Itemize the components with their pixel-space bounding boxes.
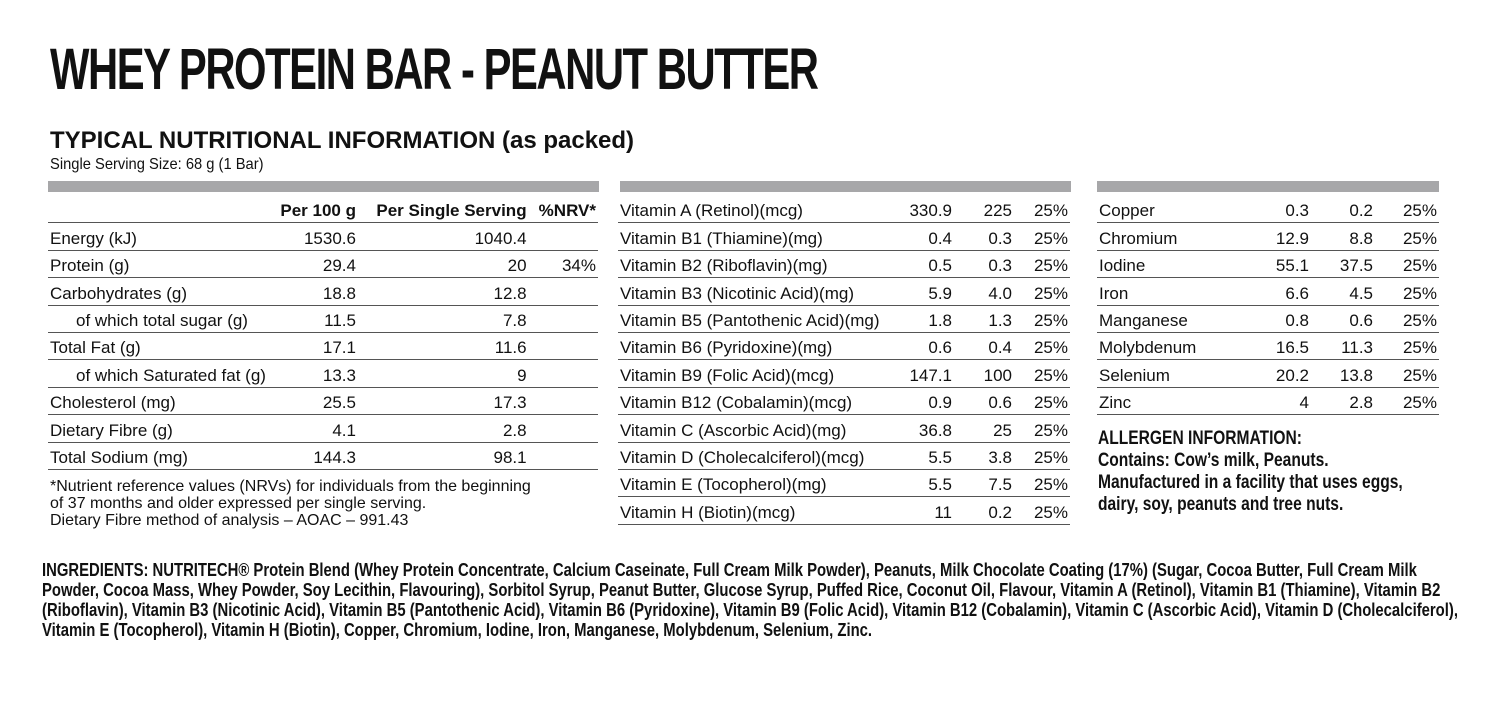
- table-row: [1097, 305, 1439, 332]
- table-row: [48, 442, 598, 469]
- table-row: [618, 469, 1070, 496]
- nutrient-value: 36.8: [898, 415, 954, 442]
- nutrient-value: 25%: [1375, 305, 1439, 332]
- nutrient-value: 8.8: [1311, 223, 1375, 250]
- nutrient-value: 17.3: [358, 387, 529, 414]
- nutrient-name: Dietary Fibre (g): [48, 415, 268, 442]
- nutrient-value: 25%: [1375, 360, 1439, 387]
- nutrient-value: 1530.6: [268, 223, 358, 250]
- nutrient-value: 25%: [1014, 250, 1070, 277]
- nutrient-name: of which total sugar (g): [48, 305, 268, 332]
- table-row: [618, 360, 1070, 387]
- allergen-line: Manufactured in a facility that uses eggs,: [1098, 472, 1403, 493]
- nutrition-subtitle: TYPICAL NUTRITIONAL INFORMATION (as packed): [50, 127, 635, 154]
- nutrient-value: 11: [898, 497, 954, 524]
- nutrient-name: Vitamin B5 (Pantothenic Acid)(mg): [618, 305, 898, 332]
- nutrient-value: 144.3: [268, 442, 358, 469]
- allergen-line: Contains: Cow’s milk, Peanuts.: [1098, 450, 1329, 471]
- nutrient-value: 12.9: [1247, 223, 1311, 250]
- nutrient-name: Vitamin B9 (Folic Acid)(mcg): [618, 360, 898, 387]
- table-row: [48, 223, 598, 250]
- nutrient-value: 13.3: [268, 360, 358, 387]
- nutrient-value: 25%: [1375, 278, 1439, 305]
- table-header-bar: [620, 181, 1071, 192]
- nutrient-value: 0.3: [954, 250, 1014, 277]
- nutrient-value: 0.6: [898, 332, 954, 359]
- nutrient-value: 17.1: [268, 332, 358, 359]
- table-row: [618, 223, 1070, 250]
- nutrient-value: [529, 305, 598, 332]
- table-row: [618, 415, 1070, 442]
- nutrient-value: 25%: [1014, 196, 1070, 223]
- nutrient-name: Vitamin B3 (Nicotinic Acid)(mg): [618, 278, 898, 305]
- table-row: [618, 332, 1070, 359]
- table-row: [48, 250, 598, 277]
- nutrient-value: 29.4: [268, 250, 358, 277]
- nutrient-name: Vitamin B12 (Cobalamin)(mcg): [618, 387, 898, 414]
- nutrient-value: 0.3: [1247, 196, 1311, 223]
- nutrient-value: 18.8: [268, 278, 358, 305]
- nutrient-value: 34%: [529, 250, 598, 277]
- nutrient-name: Vitamin E (Tocopherol)(mg): [618, 469, 898, 496]
- nutrient-value: 1.8: [898, 305, 954, 332]
- nutrient-value: 25%: [1014, 223, 1070, 250]
- nutrient-name: Iron: [1097, 278, 1247, 305]
- nutrient-name: Selenium: [1097, 360, 1247, 387]
- nutrient-name: Iodine: [1097, 250, 1247, 277]
- nutrient-value: 55.1: [1247, 250, 1311, 277]
- nutrient-value: 11.6: [358, 332, 529, 359]
- nutrient-value: 25%: [1014, 442, 1070, 469]
- nutrient-name: Vitamin C (Ascorbic Acid)(mg): [618, 415, 898, 442]
- nutrient-value: 225: [954, 196, 1014, 223]
- nutrient-value: 3.8: [954, 442, 1014, 469]
- nutrient-value: 7.8: [358, 305, 529, 332]
- nutrient-value: 7.5: [954, 469, 1014, 496]
- nutrient-value: 6.6: [1247, 278, 1311, 305]
- nutrient-value: 25%: [1014, 360, 1070, 387]
- table-row: [48, 332, 598, 359]
- nutrient-value: 0.6: [1311, 305, 1375, 332]
- nutrient-value: 4: [1247, 387, 1311, 414]
- table-row: [618, 497, 1070, 524]
- nutrient-value: 25%: [1375, 332, 1439, 359]
- nutrient-value: 25%: [1014, 497, 1070, 524]
- ingredients-list: INGREDIENTS: NUTRITECH® Protein Blend (Whey Protein Concentrate, Calcium Caseinate, Full Cream Milk Powder), Peanuts, Milk Chocolate Coating (17%) (Sugar, Cocoa Butter, Full Cream Milk Powder, Cocoa Mass, Whey Powder, Soy Lecithin, Flavouring), Sorbitol Syrup, Peanut Butter, Glucose Syrup, Puffed Rice, Coconut Oil, Flavour, Vitamin A (Retinol), Vitamin B1 (Thiamine), Vitamin B2 (Riboflavin), Vitamin B3 (Nicotinic Acid), Vitamin B5 (Pantothenic Acid), Vitamin B6 (Pyridoxine), Vitamin B9 (Folic Acid), Vitamin B12 (Cobalamin), Vitamin C (Ascorbic Acid), Vitamin D (Cholecalciferol), Vitamin E (Tocopherol), Vitamin H (Biotin), Copper, Chromium, Iodine, Iron, Manganese, Molybdenum, Selenium, Zinc.: [42, 560, 1458, 640]
- nutrient-value: [529, 223, 598, 250]
- table-row: [618, 387, 1070, 414]
- nutrient-name: Vitamin H (Biotin)(mcg): [618, 497, 898, 524]
- nutrient-value: 25: [954, 415, 1014, 442]
- table-row: [618, 305, 1070, 332]
- header-cell: [48, 196, 268, 223]
- table-row: [618, 196, 1070, 223]
- nutrient-name: Cholesterol (mg): [48, 387, 268, 414]
- nutrient-name: Molybdenum: [1097, 332, 1247, 359]
- nutrient-value: 1.3: [954, 305, 1014, 332]
- nutrient-value: 0.2: [954, 497, 1014, 524]
- page-title: WHEY PROTEIN BAR - PEANUT BUTTER: [50, 37, 818, 102]
- nutrient-value: 37.5: [1311, 250, 1375, 277]
- nutrient-value: 11.5: [268, 305, 358, 332]
- nutrient-value: [529, 442, 598, 469]
- nutrient-value: 9: [358, 360, 529, 387]
- table-row: [618, 278, 1070, 305]
- header-cell: %NRV*: [529, 196, 598, 223]
- footnote-line: Dietary Fibre method of analysis – AOAC – 991.43: [50, 512, 409, 529]
- nrv-footnote: [50, 478, 650, 529]
- nutrient-value: [529, 415, 598, 442]
- nutrient-value: 25%: [1014, 415, 1070, 442]
- nutrient-name: Protein (g): [48, 250, 268, 277]
- table-row: [1097, 250, 1439, 277]
- nutrient-value: 16.5: [1247, 332, 1311, 359]
- nutrient-value: 100: [954, 360, 1014, 387]
- nutrient-value: [529, 387, 598, 414]
- nutrient-value: 25%: [1375, 387, 1439, 414]
- nutrient-name: Total Sodium (mg): [48, 442, 268, 469]
- header-cell: Per 100 g: [268, 196, 358, 223]
- allergen-heading: ALLERGEN INFORMATION:: [1098, 428, 1302, 449]
- nutrient-value: 20.2: [1247, 360, 1311, 387]
- nutrient-name: Vitamin D (Cholecalciferol)(mcg): [618, 442, 898, 469]
- nutrient-value: 0.9: [898, 387, 954, 414]
- nutrient-value: 2.8: [358, 415, 529, 442]
- nutrient-value: 0.4: [898, 223, 954, 250]
- nutrient-name: Total Fat (g): [48, 332, 268, 359]
- table-row: [48, 415, 598, 442]
- nutrient-value: 20: [358, 250, 529, 277]
- table-row: [1097, 360, 1439, 387]
- table-row: [618, 250, 1070, 277]
- nutrient-value: 0.4: [954, 332, 1014, 359]
- nutrient-value: [529, 278, 598, 305]
- minerals-table: [1097, 196, 1439, 415]
- nutrient-value: 5.5: [898, 442, 954, 469]
- nutrient-value: 25.5: [268, 387, 358, 414]
- nutrient-value: 0.5: [898, 250, 954, 277]
- nutrient-name: Vitamin B2 (Riboflavin)(mg): [618, 250, 898, 277]
- nutrient-value: 1040.4: [358, 223, 529, 250]
- nutrient-name: Chromium: [1097, 223, 1247, 250]
- table-row: [48, 305, 598, 332]
- nutrient-name: Vitamin B6 (Pyridoxine)(mg): [618, 332, 898, 359]
- nutrient-value: 98.1: [358, 442, 529, 469]
- nutrient-name: Copper: [1097, 196, 1247, 223]
- nutrient-value: 0.8: [1247, 305, 1311, 332]
- table-row: [48, 387, 598, 414]
- nutrient-value: 147.1: [898, 360, 954, 387]
- nutrient-name: Vitamin B1 (Thiamine)(mg): [618, 223, 898, 250]
- nutrient-value: 0.6: [954, 387, 1014, 414]
- nutrient-value: 12.8: [358, 278, 529, 305]
- table-row: [48, 278, 598, 305]
- nutrient-name: of which Saturated fat (g): [48, 360, 268, 387]
- table-header-bar: [1097, 181, 1439, 192]
- nutrient-name: Carbohydrates (g): [48, 278, 268, 305]
- footnote-line: of 37 months and older expressed per single serving.: [50, 495, 427, 512]
- nutrient-value: 25%: [1014, 332, 1070, 359]
- table-row: [618, 442, 1070, 469]
- vitamins-table: [618, 196, 1070, 525]
- nutrient-value: 25%: [1014, 278, 1070, 305]
- main-nutrition-table: [48, 196, 598, 470]
- nutrient-value: 4.0: [954, 278, 1014, 305]
- nutrient-value: 25%: [1375, 223, 1439, 250]
- nutrient-value: 25%: [1014, 469, 1070, 496]
- nutrient-value: 330.9: [898, 196, 954, 223]
- nutrient-name: Manganese: [1097, 305, 1247, 332]
- nutrient-value: 4.1: [268, 415, 358, 442]
- nutrient-value: 0.2: [1311, 196, 1375, 223]
- nutrient-value: 0.3: [954, 223, 1014, 250]
- nutrient-value: [529, 332, 598, 359]
- table-header-bar: [48, 181, 599, 192]
- table-row: [48, 360, 598, 387]
- nutrient-value: 25%: [1375, 196, 1439, 223]
- footnote-line: *Nutrient reference values (NRVs) for individuals from the beginning: [50, 478, 531, 495]
- nutrient-name: Vitamin A (Retinol)(mcg): [618, 196, 898, 223]
- nutrient-value: 11.3: [1311, 332, 1375, 359]
- table-row: [1097, 278, 1439, 305]
- nutrient-name: Energy (kJ): [48, 223, 268, 250]
- nutrient-value: 25%: [1014, 305, 1070, 332]
- nutrient-value: 5.9: [898, 278, 954, 305]
- nutrient-value: 5.5: [898, 469, 954, 496]
- allergen-information: [1098, 428, 1403, 516]
- allergen-line: dairy, soy, peanuts and tree nuts.: [1098, 494, 1344, 515]
- nutrient-value: 25%: [1375, 250, 1439, 277]
- table-row: [1097, 196, 1439, 223]
- serving-size: Single Serving Size: 68 g (1 Bar): [50, 156, 264, 173]
- nutrient-name: Zinc: [1097, 387, 1247, 414]
- nutrient-value: 4.5: [1311, 278, 1375, 305]
- table-row: [1097, 223, 1439, 250]
- nutrient-value: 13.8: [1311, 360, 1375, 387]
- table-row: [1097, 332, 1439, 359]
- header-cell: Per Single Serving: [358, 196, 529, 223]
- table-row: [1097, 387, 1439, 414]
- nutrient-value: 2.8: [1311, 387, 1375, 414]
- table-header-row: [48, 196, 598, 223]
- nutrient-value: 25%: [1014, 387, 1070, 414]
- nutrient-value: [529, 360, 598, 387]
